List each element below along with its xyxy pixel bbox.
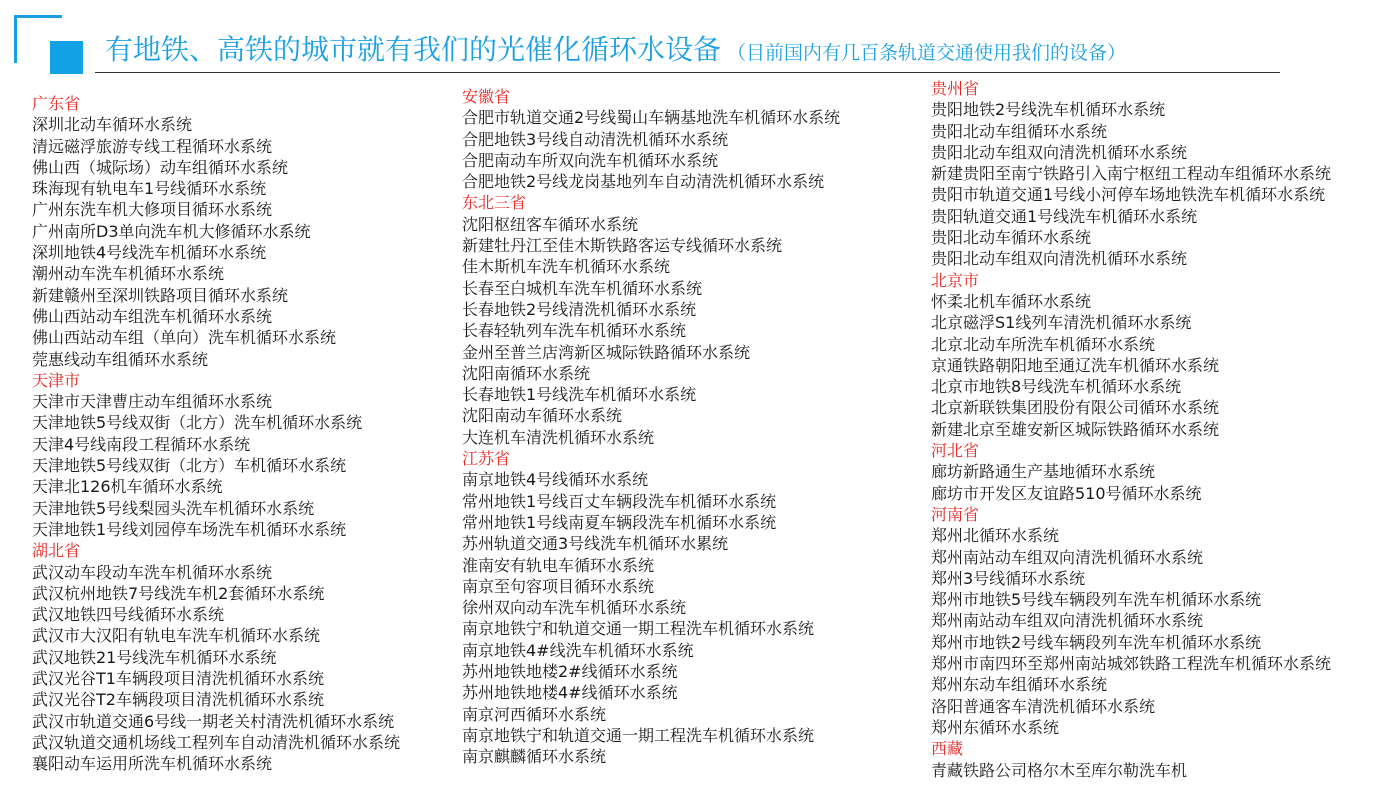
system-list-item: 广州东洗车机大修项目循环水系统	[32, 200, 273, 220]
system-list-item: 武汉市轨道交通6号线一期老关村清洗机循环水系统	[32, 711, 395, 731]
system-list-item: 广州南所D3单向洗车机大修循环水系统	[32, 221, 311, 241]
system-list-item: 佛山西站动车组（单向）洗车机循环水系统	[32, 328, 337, 348]
system-list-item: 天津地铁5号线双街（北方）车机循环水系统	[32, 456, 347, 476]
system-list-item: 北京新联铁集团股份有限公司循环水系统	[931, 398, 1220, 418]
system-list-item: 合肥地铁3号线自动清洗机循环水系统	[462, 129, 729, 149]
system-list-item: 武汉光谷T1车辆段项目清洗机循环水系统	[32, 669, 324, 689]
system-list-item: 北京市地铁8号线洗车机循环水系统	[931, 377, 1182, 397]
system-list-item: 合肥地铁2号线龙岗基地列车自动清洗机循环水系统	[462, 172, 825, 192]
system-list-item: 天津市天津曹庄动车组循环水系统	[32, 392, 273, 412]
system-list-item: 南京地铁宁和轨道交通一期工程洗车机循环水系统	[462, 725, 815, 745]
system-list-item: 南京河西循环水系统	[462, 704, 607, 724]
system-list-item: 深圳北动车循环水系统	[32, 115, 193, 135]
system-list-item: 佛山西（城际场）动车组循环水系统	[32, 157, 289, 177]
province-heading: 安徽省	[462, 87, 511, 106]
system-list-item: 天津地铁5号线梨园头洗车机循环水系统	[32, 498, 315, 518]
system-list-item: 长春地铁2号线清洗机循环水系统	[462, 299, 697, 319]
system-list-item: 北京磁浮S1线列车清洗机循环水系统	[931, 313, 1192, 333]
system-list-item: 长春轻轨列车洗车机循环水系统	[462, 321, 687, 341]
system-list-item: 沈阳枢纽客车循环水系统	[462, 214, 639, 234]
system-list-item: 深圳地铁4号线洗车机循环水系统	[32, 243, 267, 263]
system-list-item: 怀柔北机车循环水系统	[931, 291, 1092, 311]
system-list-item: 淮南安有轨电车循环水系统	[462, 555, 655, 575]
system-list-item: 佳木斯机车洗车机循环水系统	[462, 257, 671, 277]
system-list-item: 廊坊新路通生产基地循环水系统	[931, 462, 1156, 482]
system-list-item: 沈阳南循环水系统	[462, 363, 591, 383]
system-list-item: 长春至白城机车洗车机循环水系统	[462, 278, 703, 298]
system-list-item: 洛阳普通客车清洗机循环水系统	[931, 696, 1156, 716]
system-list-item: 南京麒麟循环水系统	[462, 747, 607, 767]
system-list-item: 郑州市地铁5号线车辆段列车洗车机循环水系统	[931, 590, 1262, 610]
system-list-item: 郑州3号线循环水系统	[931, 568, 1086, 588]
system-list-item: 郑州北循环水系统	[931, 526, 1060, 546]
province-heading: 北京市	[931, 270, 980, 290]
system-list-item: 郑州南站动车组双向清洗机循环水系统	[931, 611, 1204, 631]
column-2	[462, 86, 840, 768]
system-list-item: 莞惠线动车组循环水系统	[32, 349, 209, 369]
system-list-item: 南京地铁4#线洗车机循环水系统	[462, 640, 694, 660]
system-list-item: 合肥市轨道交通2号线蜀山车辆基地洗车机循环水系统	[462, 108, 841, 128]
province-heading: 江苏省	[462, 449, 511, 469]
logo-filled-square	[50, 41, 83, 74]
system-list-item: 大连机车清洗机循环水系统	[462, 427, 655, 447]
system-list-item: 新建牡丹江至佳木斯铁路客运专线循环水系统	[462, 236, 783, 256]
system-list-item: 南京至句容项目循环水系统	[462, 576, 655, 596]
system-list-item: 常州地铁1号线南夏车辆段洗车机循环水系统	[462, 512, 777, 532]
system-list-item: 武汉杭州地铁7号线洗车机2套循环水系统	[32, 583, 325, 603]
system-list-item: 贵阳北动车组双向清洗机循环水系统	[931, 249, 1188, 269]
system-list-item: 金州至普兰店湾新区城际铁路循环水系统	[462, 342, 751, 362]
system-list-item: 合肥南动车所双向洗车机循环水系统	[462, 150, 719, 170]
system-list-item: 苏州地铁地楼2#线循环水系统	[462, 662, 678, 682]
system-list-item: 贵阳地铁2号线洗车机循环水系统	[931, 100, 1166, 120]
system-list-item: 武汉动车段动车洗车机循环水系统	[32, 562, 273, 582]
system-list-item: 青藏铁路公司格尔木至库尔勒洗车机	[931, 760, 1188, 780]
province-heading: 广东省	[32, 94, 81, 113]
system-list-item: 天津北126机车循环水系统	[32, 477, 223, 497]
system-list-item: 郑州东动车组循环水系统	[931, 675, 1108, 695]
province-heading: 贵州省	[931, 79, 980, 98]
page-title-row	[105, 28, 1126, 68]
system-list-item: 北京北动车所洗车机循环水系统	[931, 334, 1156, 354]
system-list-item: 郑州东循环水系统	[931, 717, 1060, 737]
system-list-item: 郑州市南四环至郑州南站城郊铁路工程洗车机循环水系统	[931, 654, 1332, 674]
province-heading: 天津市	[32, 370, 81, 390]
system-list-item: 郑州市地铁2号线车辆段列车洗车机循环水系统	[931, 632, 1262, 652]
system-list-item: 长春地铁1号线洗车机循环水系统	[462, 385, 697, 405]
system-list-item: 廊坊市开发区友谊路510号循环水系统	[931, 483, 1202, 503]
province-heading: 西藏	[931, 739, 964, 759]
system-list-item: 京通铁路朝阳地至通辽洗车机循环水系统	[931, 355, 1220, 375]
system-list-item: 新建赣州至深圳铁路项目循环水系统	[32, 285, 289, 305]
page-subtitle: （目前国内有几百条轨道交通使用我们的设备）	[727, 42, 1127, 64]
system-list-item: 天津地铁5号线双街（北方）洗车机循环水系统	[32, 413, 363, 433]
system-list-item: 潮州动车洗车机循环水系统	[32, 264, 225, 284]
page-title: 有地铁、高铁的城市就有我们的光催化循环水设备	[105, 33, 722, 66]
system-list-item: 珠海现有轨电车1号线循环水系统	[32, 179, 267, 199]
system-list-item: 南京地铁宁和轨道交通一期工程洗车机循环水系统	[462, 619, 815, 639]
system-list-item: 武汉轨道交通机场线工程列车自动清洗机循环水系统	[32, 732, 401, 752]
system-list-item: 常州地铁1号线百丈车辆段洗车机循环水系统	[462, 491, 777, 511]
system-list-item: 苏州地铁地楼4#线循环水系统	[462, 683, 678, 703]
province-heading: 湖北省	[32, 541, 81, 561]
title-divider	[95, 72, 1280, 73]
system-list-item: 贵阳北动车循环水系统	[931, 228, 1092, 248]
column-3	[931, 78, 1331, 781]
system-list-item: 新建北京至雄安新区城际铁路循环水系统	[931, 419, 1220, 439]
system-list-item: 武汉光谷T2车辆段项目清洗机循环水系统	[32, 690, 324, 710]
system-list-item: 佛山西站动车组洗车机循环水系统	[32, 306, 273, 326]
system-list-item: 沈阳南动车循环水系统	[462, 406, 623, 426]
system-list-item: 清远磁浮旅游专线工程循环水系统	[32, 136, 273, 156]
system-list-item: 天津4号线南段工程循环水系统	[32, 434, 251, 454]
system-list-item: 贵阳北动车组循环水系统	[931, 121, 1108, 141]
system-list-item: 贵阳北动车组双向清洗机循环水系统	[931, 142, 1188, 162]
province-heading: 东北三省	[462, 193, 527, 213]
system-list-item: 武汉地铁四号线循环水系统	[32, 605, 225, 625]
system-list-item: 新建贵阳至南宁铁路引入南宁枢纽工程动车组循环水系统	[931, 164, 1332, 184]
system-list-item: 武汉地铁21号线洗车机循环水系统	[32, 647, 277, 667]
province-heading: 河南省	[931, 504, 980, 524]
province-heading: 河北省	[931, 441, 980, 461]
system-list-item: 襄阳动车运用所洗车机循环水系统	[32, 754, 273, 774]
system-list-item: 贵阳市轨道交通1号线小河停车场地铁洗车机循环水系统	[931, 185, 1326, 205]
system-list-item: 天津地铁1号线刘园停车场洗车机循环水系统	[32, 519, 347, 539]
system-list-item: 徐州双向动车洗车机循环水系统	[462, 598, 687, 618]
system-list-item: 武汉市大汉阳有轨电车洗车机循环水系统	[32, 626, 321, 646]
system-list-item: 南京地铁4号线循环水系统	[462, 470, 649, 490]
system-list-item: 贵阳轨道交通1号线洗车机循环水系统	[931, 206, 1198, 226]
system-list-item: 郑州南站动车组双向清洗机循环水系统	[931, 547, 1204, 567]
system-list-item: 苏州轨道交通3号线洗车机循环水累统	[462, 534, 729, 554]
column-1	[32, 93, 400, 775]
